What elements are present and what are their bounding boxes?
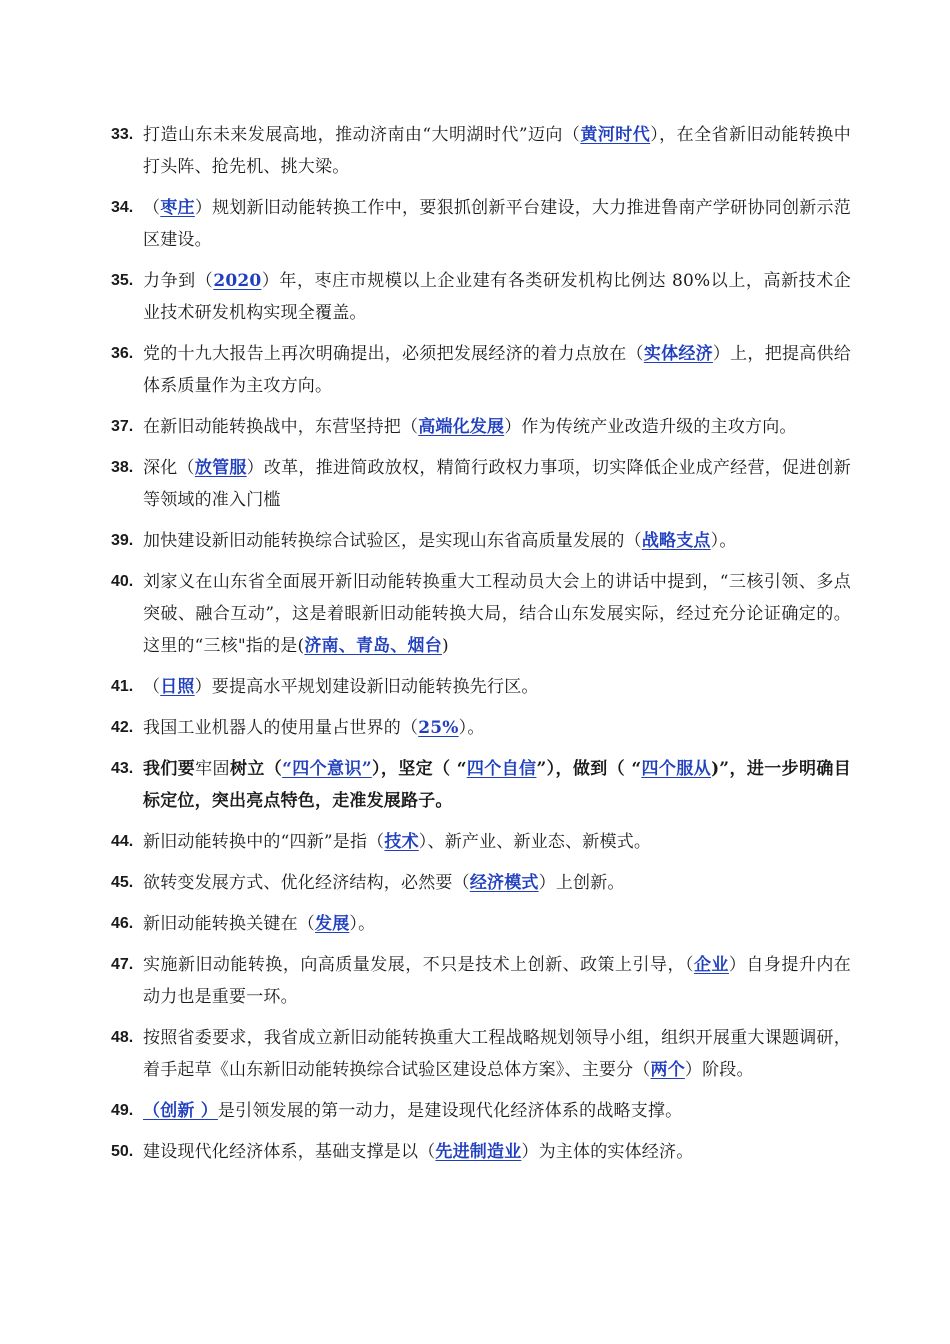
question-text — [143, 192, 851, 256]
question-fragment: ）要提高水平规划建设新旧动能转换先行区。 — [194, 677, 539, 697]
question-fragment: ）阶段。 — [684, 1060, 754, 1080]
question-fragment: ）年，枣庄市规模以上企业建有各类研发机构比例达 80%以上，高新技术企业技术研发机构实现全覆盖。 — [143, 271, 851, 323]
question-fragment: 新旧动能转换关键在（ — [143, 914, 315, 934]
question-fragment: ）。 — [349, 914, 376, 934]
question-number: 50. — [111, 1143, 134, 1160]
question-item — [111, 753, 851, 817]
question-item — [111, 949, 851, 1013]
question-number: 49. — [111, 1102, 134, 1119]
question-number: 44. — [111, 833, 134, 850]
question-item — [111, 1136, 851, 1168]
question-item — [111, 826, 851, 858]
question-text — [143, 452, 851, 516]
question-fragment: 党的十九大报告上再次明确提出，必须把发展经济的着力点放在（ — [143, 344, 644, 364]
question-fragment: 按照省委要求，我省成立新旧动能转换重大工程战略规划领导小组，组织开展重大课题调研，着手起草《山东新旧动能转换综合试验区建设总体方案》、主要分（ — [143, 1028, 851, 1080]
question-number: 41. — [111, 678, 134, 695]
question-fragment: ）上，把提高供给体系质量作为主攻方向。 — [143, 344, 851, 396]
question-item — [111, 908, 851, 940]
question-item — [111, 452, 851, 516]
question-fragment: （ — [143, 198, 161, 218]
question-fragment: （ — [143, 677, 161, 697]
question-fragment: 力争到（ — [143, 271, 214, 291]
question-fragment: 打造山东未来发展高地，推动济南由“大明湖时代”迈向（ — [143, 125, 581, 145]
answer-text: 战略支点 — [641, 531, 711, 551]
answer-text: 实体经济 — [643, 344, 713, 364]
question-fragment: 树立（ — [229, 759, 283, 779]
question-fragment: ），坚定（ “ — [371, 759, 467, 779]
question-item — [111, 192, 851, 256]
question-item — [111, 525, 851, 557]
answer-text: 两个 — [650, 1060, 685, 1080]
question-fragment: 加快建设新旧动能转换综合试验区，是实现山东省高质量发展的（ — [143, 531, 642, 551]
question-text — [143, 411, 851, 443]
question-number: 40. — [111, 573, 134, 590]
question-fragment: 牢固 — [195, 759, 230, 779]
question-fragment: 欲转变发展方式、优化经济结构，必然要（ — [143, 873, 470, 893]
question-text — [143, 265, 851, 329]
answer-text: 四个服从 — [641, 759, 712, 779]
question-number: 35. — [111, 272, 134, 289]
question-fragment: 深化（ — [143, 458, 195, 478]
answer-text: 枣庄 — [160, 198, 195, 218]
answer-text: 济南、青岛、烟台 — [304, 636, 442, 656]
question-fragment: 实施新旧动能转换，向高质量发展，不只是技术上创新、政策上引导，（ — [143, 955, 694, 975]
question-number: 33. — [111, 126, 134, 143]
question-item — [111, 671, 851, 703]
question-fragment: ）作为传统产业改造升级的主攻方向。 — [504, 417, 797, 437]
question-fragment: ) — [441, 636, 449, 656]
question-fragment: ）规划新旧动能转换工作中，要狠抓创新平台建设，大力推进鲁南产学研协同创新示范区建设。 — [143, 198, 851, 250]
question-item — [111, 867, 851, 899]
question-fragment: )”，进一步明确目标定位，突出亮点特色，走准发展路子。 — [143, 759, 851, 811]
answer-text: “四个意识” — [282, 759, 372, 779]
answer-text: 2020 — [213, 271, 262, 291]
question-fragment: ”），做到（ “ — [536, 759, 642, 779]
question-item — [111, 1022, 851, 1086]
answer-text: 先进制造业 — [435, 1142, 522, 1162]
question-list — [111, 119, 851, 1177]
question-text — [143, 712, 851, 744]
question-fragment: 在新旧动能转换战中，东营坚持把（ — [143, 417, 419, 437]
question-fragment: 建设现代化经济体系，基础支撑是以（ — [143, 1142, 436, 1162]
question-item — [111, 119, 851, 183]
question-text — [143, 867, 851, 899]
question-number: 39. — [111, 532, 134, 549]
question-fragment: 我国工业机器人的使用量占世界的（ — [143, 718, 419, 738]
question-number: 38. — [111, 459, 134, 476]
answer-text: 日照 — [160, 677, 195, 697]
question-item — [111, 338, 851, 402]
question-text — [143, 908, 851, 940]
answer-text: 25% — [418, 718, 459, 738]
answer-text: 技术 — [384, 832, 419, 852]
question-fragment: ）改革，推进简政放权，精简行政权力事项，切实降低企业成产经营，促进创新等领域的准入门槛 — [143, 458, 851, 510]
question-text — [143, 949, 851, 1013]
question-fragment: ）、新产业、新业态、新模式。 — [418, 832, 652, 852]
question-fragment: 是引领发展的第一动力，是建设现代化经济体系的战略支撑。 — [217, 1101, 683, 1121]
question-number: 43. — [111, 760, 134, 777]
answer-text: 放管服 — [194, 458, 247, 478]
question-number: 36. — [111, 345, 134, 362]
question-number: 34. — [111, 199, 134, 216]
question-text — [143, 1095, 851, 1127]
question-text — [143, 525, 851, 557]
answer-text: 四个自信 — [466, 759, 537, 779]
question-fragment: ）为主体的实体经济。 — [521, 1142, 694, 1162]
question-fragment: 新旧动能转换中的“四新”是指（ — [143, 832, 385, 852]
question-text — [143, 566, 851, 662]
question-fragment: ）。 — [710, 531, 737, 551]
question-text — [143, 338, 851, 402]
question-text — [143, 119, 851, 183]
question-text — [143, 1022, 851, 1086]
question-number: 48. — [111, 1029, 134, 1046]
question-item — [111, 1095, 851, 1127]
question-text — [143, 1136, 851, 1168]
question-number: 47. — [111, 956, 134, 973]
question-text — [143, 753, 851, 817]
question-item — [111, 265, 851, 329]
question-number: 45. — [111, 874, 134, 891]
question-text — [143, 826, 851, 858]
question-fragment: ），在全省新旧动能转换中打头阵、抢先机、挑大梁。 — [143, 125, 851, 177]
answer-text: 企业 — [693, 955, 729, 975]
question-number: 42. — [111, 719, 134, 736]
question-number: 37. — [111, 418, 134, 435]
question-fragment: ）。 — [458, 718, 485, 738]
question-item — [111, 712, 851, 744]
answer-text: 高端化发展 — [418, 417, 505, 437]
question-text — [143, 671, 851, 703]
question-item — [111, 411, 851, 443]
answer-text: 经济模式 — [469, 873, 539, 893]
answer-text: 黄河时代 — [580, 125, 651, 145]
question-fragment: ）上创新。 — [538, 873, 625, 893]
question-fragment: 刘家义在山东省全面展开新旧动能转换重大工程动员大会上的讲话中提到，“三核引领、多点突破、融合互动”，这是着眼新旧动能转换大局，结合山东发展实际，经过充分论证确定的。这里的“三核"指的是( — [143, 572, 851, 656]
question-fragment: ）自身提升内在动力也是重要一环。 — [143, 955, 851, 1007]
answer-text: （创新 ） — [143, 1101, 218, 1121]
question-item — [111, 566, 851, 662]
question-fragment: 我们要 — [143, 759, 196, 779]
answer-text: 发展 — [315, 914, 350, 934]
question-number: 46. — [111, 915, 134, 932]
